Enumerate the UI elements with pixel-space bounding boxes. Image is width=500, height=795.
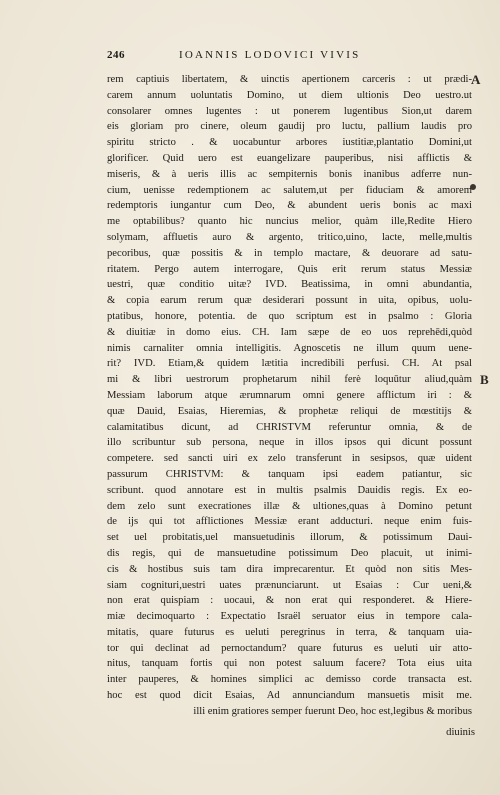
text-line: dem zelo sunt execrationes illæ & ultiones,quas à Domino petunt: [107, 500, 472, 512]
page-number: 246: [107, 49, 125, 61]
running-header: [107, 49, 467, 65]
text-line: mitatis, quare futurus es ueluti peregrinus in terra, & tanquam uia-: [107, 626, 472, 638]
text-line: Messiam laborum atque ærumnarum omni genere afflictum iri : &: [107, 389, 472, 401]
text-line: pecoribus, quæ possitis & in templo mactare, & deuorare ad satu-: [107, 247, 472, 259]
text-line: siam cognituri,uestri uates prænunciarunt. ut Esaias : Cur ueni,&: [107, 579, 472, 591]
text-line: non erat quispiam : uocaui, & non erat qui responderet. & Hiere-: [107, 595, 472, 607]
text-line: miseris, & à ueris illis ac sempiternis bonis inanibus adferre nun-: [107, 168, 472, 180]
text-line: competere. sed sancti uiri ex zelo transferunt in sesipsos, quæ uident: [107, 453, 472, 465]
text-line: illo scribuntur sub persona, neque in illos ipsos qui dicunt possunt: [107, 437, 472, 449]
running-title: IOANNIS LODOVICI VIVIS: [179, 49, 361, 61]
catchword: diuinis: [446, 727, 475, 738]
text-line: cis & hostibus suis tam dira imprecarentur. Et quòd non sitis Mes-: [107, 563, 472, 575]
text-line: nimis carnaliter omnia intelligitis. Agnoscetis ne illum quum uene-: [107, 342, 472, 354]
text-line: spiritu stricto . & uocabuntur arbores iustitiæ,plantatio Domini,ut: [107, 137, 472, 149]
text-line: solymam, affluetis auro & argento, tritico,uino, lacte, melle,multis: [107, 231, 472, 243]
text-line: mi & libri uestrorum prophetarum nihil ferè loquūtur aliud,quàm: [107, 374, 472, 386]
text-line: glorificer. Quid uero est euangelizare pauperibus, nisi afflictis &: [107, 152, 472, 164]
text-line: & diuitiæ in domo eius. CH. Iam sæpe de eo uos reprehēdi,quòd: [107, 326, 472, 338]
text-line: nitus, tanquam fortis qui non potest saluum facere? Tota eius uita: [107, 658, 472, 670]
text-line: miæ decimoquarto : Expectatio Israël seruator eius in tempore cala-: [107, 611, 472, 623]
margin-letter-a: A: [471, 72, 481, 87]
text-line: de ijs qui tot afflictiones Messiæ erant adducturi. neque enim fuis-: [107, 516, 472, 528]
text-line: quæ Dauid, Esaias, Hieremias, & prophetæ reliqui de mœstitijs &: [107, 405, 472, 417]
text-line: dis regis, qui de mansuetudine potissimum Deo placuit, ut inimi-: [107, 547, 472, 559]
text-line: consolarer omnes lugentes : ut ponerem lugentibus Sion,ut darem: [107, 105, 472, 117]
text-line: hoc est quod dicit Esaias, Ad annunciandum mansuetis misit me.: [107, 690, 472, 702]
text-line: redemptoris iungantur cum Deo, & abundent ueris bonis ac maxi: [107, 200, 472, 212]
text-line: cium, uenisse redemptionem ac salutem,ut per fiduciam & amorem: [107, 184, 472, 196]
text-line: passurum CHRISTVM: & tanquam ipsi eadem patiantur, sic: [107, 468, 472, 480]
text-line: rit? IVD. Etiam,& quidem lætitia incredibili perfusi. CH. At psal: [107, 358, 472, 370]
text-line: illi enim gratiores semper fuerunt Deo, hoc est,legibus & moribus: [193, 705, 472, 717]
text-line: ptatibus, honore, potentia. de quo scriptum est in psalmo : Gloria: [107, 310, 472, 322]
text-line: calamitatibus dicunt, ad CHRISTVM referuntur omnia, & de: [107, 421, 472, 433]
text-line: eis gloriam pro cinere, oleum gaudij pro luctu, pallium laudis pro: [107, 121, 472, 133]
text-line: tor qui declinat ad pernoctandum? quare futurus es ueluti uir atto-: [107, 642, 472, 654]
text-line: uestri, quæ conditio uitæ? IVD. Beatissima, in omni abundantia,: [107, 279, 472, 291]
text-body: [107, 72, 472, 720]
text-line: me optabilibus? quanto hic nuncius melior, quàm ille,Redite Hiero: [107, 216, 472, 228]
text-line: & copia earum rerum quæ desiderari possunt in uita, opibus, uolu-: [107, 295, 472, 307]
text-line: inter pauperes, & homines simplici ac demisso corde transacta est.: [107, 674, 472, 686]
text-line: carem annum uoluntatis Domino, ut diem ultionis Deo uestro.ut: [107, 89, 472, 101]
text-line: rem captiuis libertatem, & uinctis apertionem carceris : ut prædi-: [107, 74, 472, 85]
text-line: set uel probitatis,uel mansuetudinis illorum, & potissimum Daui-: [107, 532, 472, 544]
text-line: scribunt. quod annotare est in multis psalmis Dauidis regis. Ex eo-: [107, 484, 472, 496]
margin-letter-b: B: [480, 372, 489, 387]
text-line: ritatem. Pergo autem interrogare, Quis erit rerum status Messiæ: [107, 263, 472, 275]
